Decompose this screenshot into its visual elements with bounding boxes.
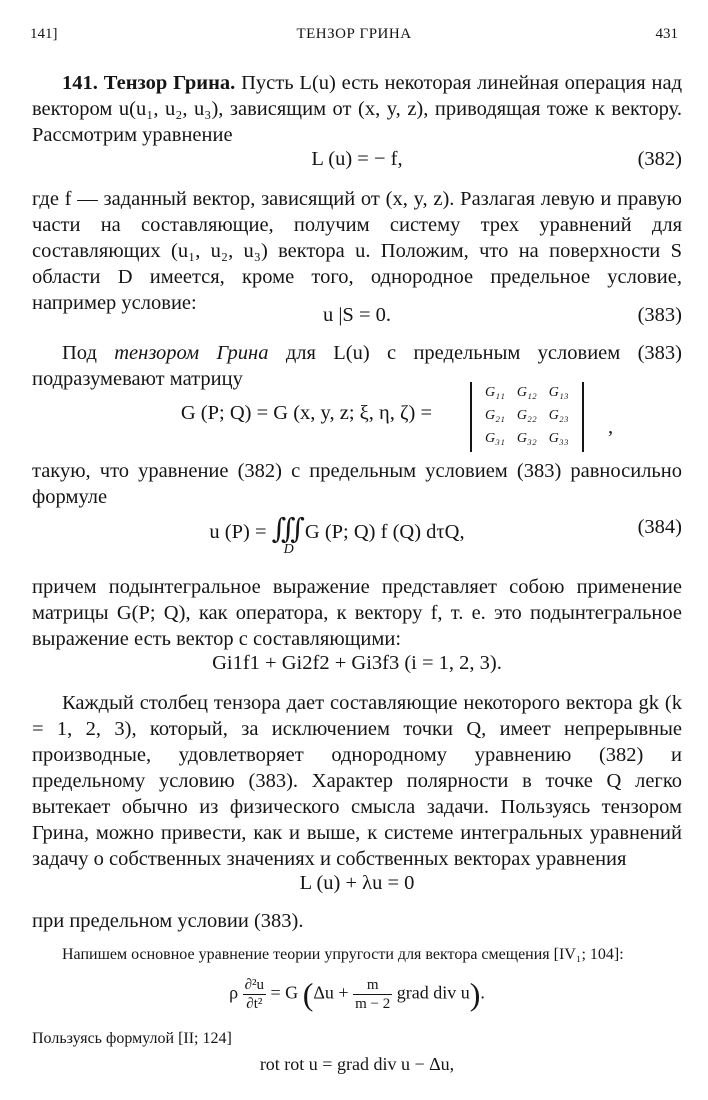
matrix-cell: G₂₁ (485, 408, 505, 423)
matrix-trailing-comma: , (608, 416, 614, 438)
paragraph-equivalent (32, 458, 682, 510)
system-text: где f — заданный вектор, зависящий от (x, y, z). Разлагая левую и правую части на составляющие, получим систему трех уравнений для составляющих (u₁, u₂, u₃) вектора u. Положим, что на поверхности S области D имеется, кроме того, однородное предельное условие, например условие: (32, 188, 682, 314)
equation-383-formula: u |S = 0. (322, 304, 392, 326)
equation-384-lhs: u (P) = (209, 521, 272, 543)
paragraph-green-tensor-def: Под тензором Грина для L(u) с предельным условием (383) подразумевают матрицу (32, 342, 682, 390)
paragraph-boundary (32, 908, 682, 934)
section-heading: 141. Тензор Грина. (62, 72, 236, 94)
elasticity-equation: ρ $\frac{\text{∂²u}}{\text{∂t²}}$ = G (Δu + $\frac{m}{m - 2}$ grad div u). (229, 976, 485, 1012)
matrix-cell: G₃₃ (548, 431, 569, 446)
equation-382-formula: L (u) = − f, (311, 148, 403, 170)
integrand-text: причем подынтегральное выражение представляет собою применение матрицы G(P; Q), как оператора, к вектору f, т. е. это подынтегральное выражение есть вектор с составляющими: (32, 576, 682, 650)
matrix-cell: G₁₃ (548, 385, 569, 400)
term-green-tensor: тензором Грина (114, 342, 269, 364)
matrix-cell: G₂₃ (548, 408, 569, 423)
running-title: ТЕНЗОР ГРИНА (296, 26, 412, 42)
matrix-cell: G₁₁ (485, 385, 505, 400)
matrix-cell: G₃₂ (516, 431, 537, 446)
rot-rot-formula: rot rot u = grad div u − Δu, (259, 1054, 455, 1074)
rot-rot-equation (32, 1054, 682, 1075)
equation-382 (32, 148, 682, 178)
equivalent-text: такую, что уравнение (382) с предельным условием (383) равносильно формуле (32, 460, 682, 508)
m-fraction: $\frac{m}{m - 2}$ (355, 977, 391, 1012)
matrix-cell: G₁₂ (516, 385, 537, 400)
matrix-lhs: G (P; Q) = G (x, y, z; ξ, η, ζ) = (180, 402, 432, 424)
equation-382-number: (382) (637, 148, 682, 170)
eigen-formula: L (u) + λu = 0 (299, 872, 415, 894)
formula-ref-text: Пользуясь формулой [II; 124] (32, 1030, 232, 1047)
time-derivative-fraction: $\frac{\text{∂²u}}{\text{∂t²}}$ (244, 977, 265, 1012)
equation-383 (32, 304, 682, 334)
small-paragraph-formula-ref (32, 1028, 682, 1049)
section-number: 141] (30, 26, 58, 42)
equation-components (32, 652, 682, 682)
paragraph-intro (32, 70, 682, 148)
matrix-cell: G₃₁ (485, 431, 505, 446)
paragraph-system (32, 186, 682, 316)
paragraph-integrand (32, 574, 682, 652)
matrix-cell: G₂₂ (516, 408, 537, 423)
equation-383-number: (383) (637, 304, 682, 326)
equation-384-number: (384) (637, 516, 682, 538)
green-matrix (470, 382, 584, 452)
columns-text: Каждый столбец тензора дает составляющие некоторого вектора gk (k = 1, 2, 3), который, за исключением точки Q, имеет непрерывные производные, удовлетворяет однородному уравнению (382) и предельному условию (383). Характер полярности в точке Q легко вытекает обычно из физического смысла задачи. Пользуясь тензором Грина, можно привести, как и выше, к системе интегральных уравнений задачу о собственных значениях и собственных векторах уравнения (32, 692, 682, 870)
components-formula: Gi1f1 + Gi2f2 + Gi3f3 (i = 1, 2, 3). (212, 652, 502, 674)
running-header (30, 26, 678, 48)
page-number: 431 (655, 26, 678, 42)
paragraph-columns (32, 690, 682, 872)
green-matrix-equation (32, 382, 682, 452)
equation-384 (32, 512, 682, 560)
triple-integral-sign: ∭ (271, 514, 300, 545)
boundary-text: при предельном условии (383). (32, 910, 304, 932)
small-paragraph-elasticity (32, 944, 682, 965)
equation-eigen (32, 872, 682, 902)
equation-384-rhs: G (P; Q) f (Q) dτQ, (304, 521, 465, 543)
intro-text: Пусть L(u) есть некоторая линейная операция над вектором u(u₁, u₂, u₃), зависящим от (x, y, z), приводящая тоже к вектору. Рассмотрим уравнение (32, 72, 683, 146)
integration-domain: D (283, 542, 294, 557)
elasticity-text: Напишем основное уравнение теории упругости для вектора смещения [IV₁; 104]: (62, 946, 624, 963)
